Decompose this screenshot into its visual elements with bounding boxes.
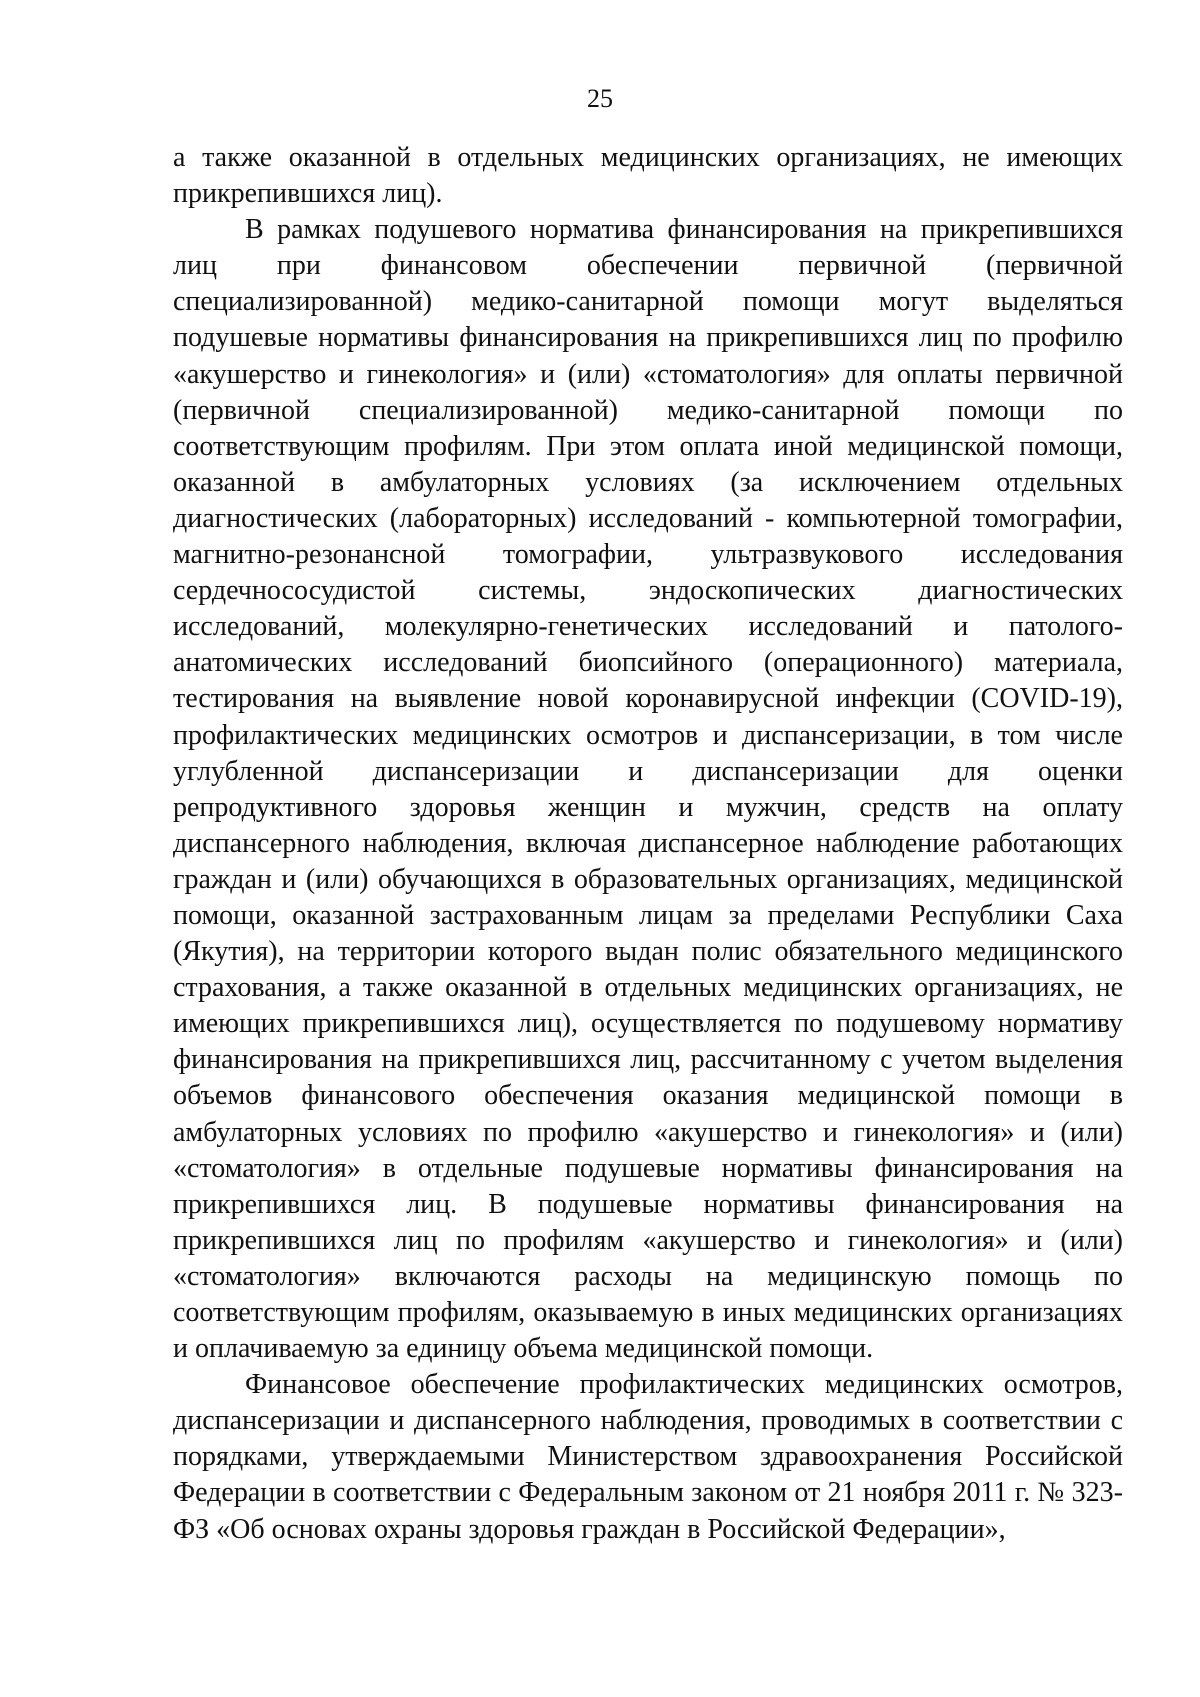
paragraph-continuation: а также оказанной в отдельных медицинских организациях, не имеющих прикрепившихся лиц). <box>173 142 1123 210</box>
paragraph-capitation-standards: В рамках подушевого норматива финансирования на прикрепившихся лиц при финансовом обеспечении первичной (первичной специализированной) медико-санитарной помощи могут выделяться подушевые нормативы финансирования на прикрепившихся лиц по профилю «акушерство и гинекология» и (или) «стоматология» для оплаты первичной (первичной специализированной) медико-санитарной помощи по соответствующим профилям. При этом оплата иной медицинской помощи, оказанной в амбулаторных условиях (за исключением отдельных диагностических (лабораторных) исследований - компьютерной томографии, магнитно-резонансной томографии, ультразвукового исследования сердечнососудистой системы, эндоскопических диагностических исследований, молекулярно-генетических исследований и патолого-анатомических исследований биопсийного (операционного) материала, тестирования на выявление новой коронавирусной инфекции (COVID-19), профилактических медицинских осмотров и диспансеризации, в том числе углубленной диспансеризации и диспансеризации для оценки репродуктивного здоровья женщин и мужчин, средств на оплату диспансерного наблюдения, включая диспансерное наблюдение работающих граждан и (или) обучающихся в образовательных организациях, медицинской помощи, оказанной застрахованным лицам за пределами Республики Саха (Якутия), на территории которого выдан полис обязательного медицинского страхования, а также оказанной в отдельных медицинских организациях, не имеющих прикрепившихся лиц), осуществляется по подушевому нормативу финансирования на прикрепившихся лиц, рассчитанному с учетом выделения объемов финансового обеспечения оказания медицинской помощи в амбулаторных условиях по профилю «акушерство и гинекология» и (или) «стоматология» в отдельные подушевые нормативы финансирования на прикрепившихся лиц. В подушевые нормативы финансирования на прикрепившихся лиц по профилям «акушерство и гинекология» и (или) «стоматология» включаются расходы на медицинскую помощь по соответствующим профилям, оказываемую в иных медицинских организациях и оплачиваемую за единицу объема медицинской помощи. <box>173 214 1123 1365</box>
paragraph-preventive-financing: Финансовое обеспечение профилактических медицинских осмотров, диспансеризации и диспансерного наблюдения, проводимых в соответствии с порядками, утверждаемыми Министерством здравоохранения Российской Федерации в соответствии с Федеральным законом от 21 ноября 2011 г. № 323-ФЗ «Об основах охраны здоровья граждан в Российской Федерации», <box>173 1369 1123 1545</box>
page-number: 25 <box>587 84 613 113</box>
document-body <box>173 140 1123 1548</box>
